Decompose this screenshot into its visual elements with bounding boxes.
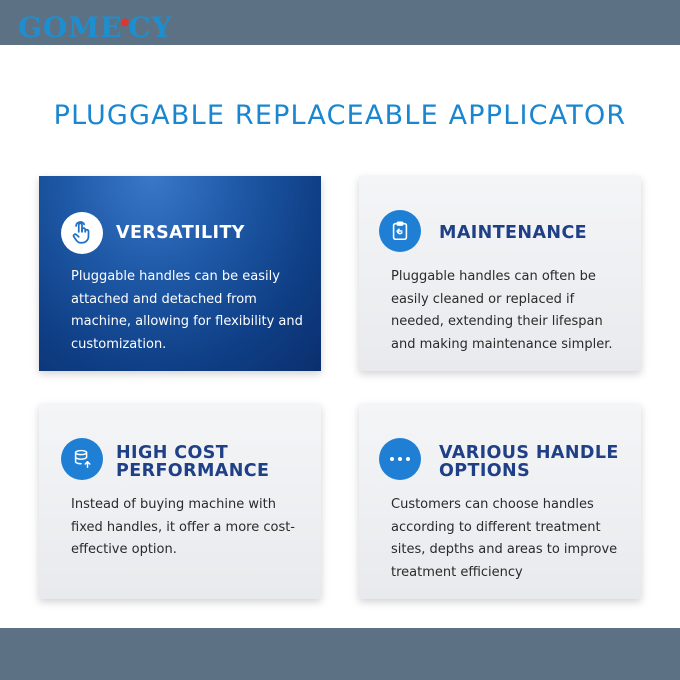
card-title: VERSATILITY	[116, 223, 245, 243]
card-title-line2: OPTIONS	[439, 461, 531, 481]
card-body: Pluggable handles can be easily attached and detached from machine, allowing for flexibility and customization.	[71, 269, 303, 352]
card-title-line1: VARIOUS HANDLE	[439, 443, 619, 463]
page-title: PLUGGABLE REPLACEABLE APPLICATOR	[53, 100, 627, 131]
feature-card-handle-options	[359, 404, 641, 599]
database-upload-icon	[61, 438, 103, 480]
brand-logo	[18, 7, 173, 44]
card-title: MAINTENANCE	[439, 223, 588, 243]
header-band	[0, 0, 680, 45]
card-body: Instead of buying machine with fixed handles, it offer a more cost-effective option.	[71, 497, 296, 557]
card-body: Customers can choose handles according to different treatment sites, depths and areas to improve treatment efficiency	[391, 497, 618, 580]
card-body: Pluggable handles can often be easily cleaned or replaced if needed, extending their lifespan and making maintenance simpler.	[391, 269, 613, 352]
card-title-line2: PERFORMANCE	[116, 461, 270, 481]
logo-text-right: CY	[128, 11, 173, 44]
hand-pointer-icon	[61, 212, 103, 254]
logo-text-left: GOME	[18, 11, 123, 44]
more-dots-icon	[379, 438, 421, 480]
feature-card-versatility	[39, 176, 321, 371]
clipboard-icon	[379, 210, 421, 252]
footer-band	[0, 628, 680, 680]
feature-card-maintenance	[359, 176, 641, 371]
card-title-line1: HIGH COST	[116, 443, 229, 463]
feature-card-cost-performance	[39, 404, 321, 599]
logo-dot-icon: ●	[120, 17, 131, 28]
